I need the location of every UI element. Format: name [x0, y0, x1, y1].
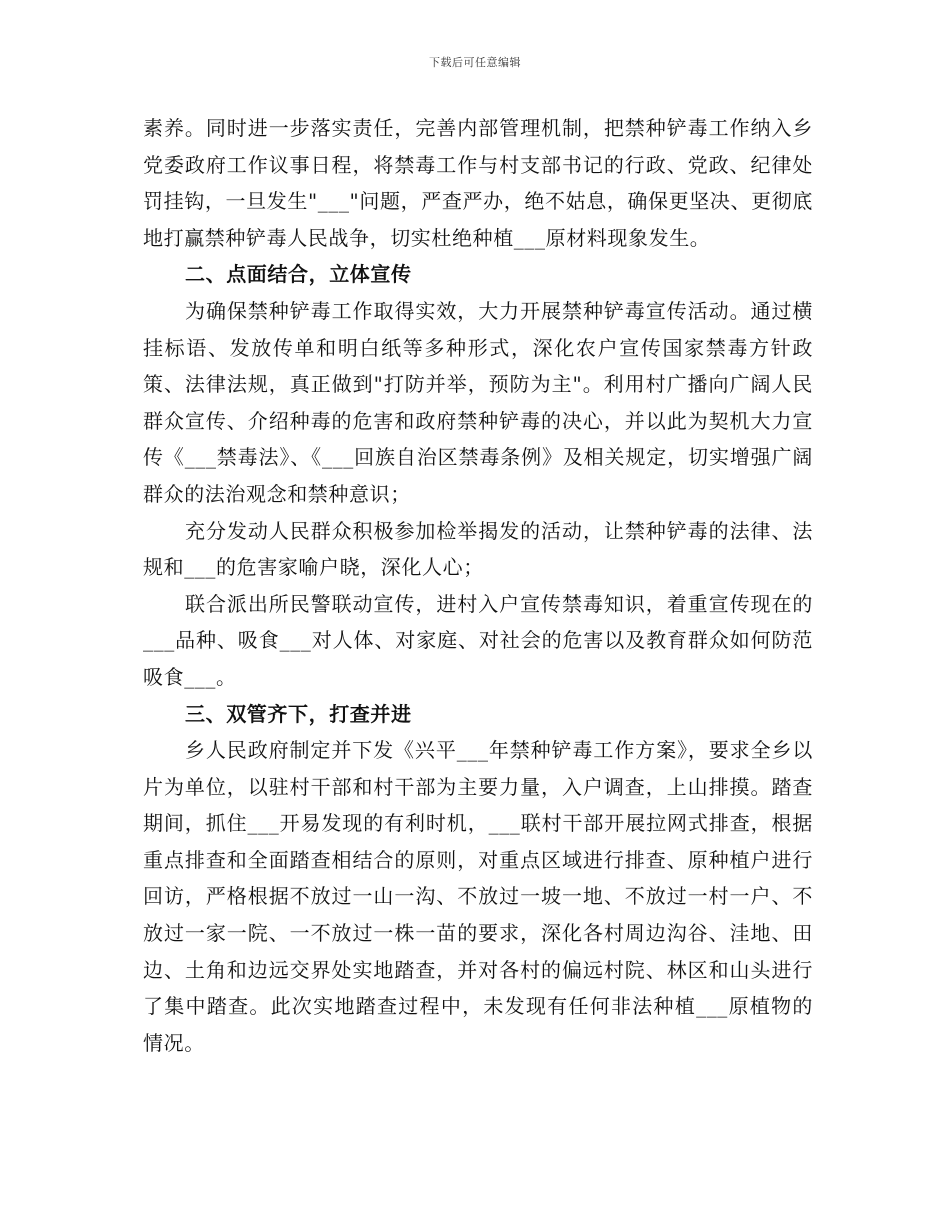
- paragraph-police: 联合派出所民警联动宣传，进村入户宣传禁毒知识，着重宣传现在的___品种、吸食___对人体、对家庭、对社会的危害以及教育群众如何防范吸食___。: [143, 591, 813, 689]
- paragraph-responsibility: 素养。同时进一步落实责任，完善内部管理机制，把禁种铲毒工作纳入乡党委政府工作议事日程，将禁毒工作与村支部书记的行政、党政、纪律处罚挂钩，一旦发生"___"问题，严查严办，绝不姑息，确保更坚决、更彻底地打赢禁种铲毒人民战争，切实杜绝种植___原材料现象发生。: [143, 116, 813, 250]
- page-header: 下载后可任意编辑: [429, 56, 521, 69]
- paragraph-publicity: 为确保禁种铲毒工作取得实效，大力开展禁种铲毒宣传活动。通过横挂标语、发放传单和明白纸等多种形式，深化农户宣传国家禁毒方针政策、法律法规，真正做到"打防并举，预防为主"。利用村广播向广阔人民群众宣传、介绍种毒的危害和政府禁种铲毒的决心，并以此为契机大力宣传《___禁毒法》、《___回族自治区禁毒条例》及相关规定，切实增强广阔群众的法治观念和禁种意识；: [143, 298, 813, 506]
- section-heading-2: 二、点面结合，立体宣传: [185, 262, 412, 287]
- section-heading-3: 三、双管齐下，打查并进: [185, 701, 412, 726]
- document-body: [143, 110, 813, 1061]
- paragraph-mobilize: 充分发动人民群众积极参加检举揭发的活动，让禁种铲毒的法律、法规和___的危害家喻户晓，深化人心；: [143, 518, 813, 580]
- paragraph-investigation: 乡人民政府制定并下发《兴平___年禁种铲毒工作方案》，要求全乡以片为单位，以驻村干部和村干部为主要力量，入户调查，上山排摸。踏查期间，抓住___开易发现的有利时机，___联村干部开展拉网式排查，根据重点排查和全面踏查相结合的原则，对重点区域进行排查、原种植户进行回访，严格根据不放过一山一沟、不放过一坡一地、不放过一村一户、不放过一家一院、一不放过一株一苗的要求，深化各村周边沟谷、洼地、田边、土角和边远交界处实地踏查，并对各村的偏远村院、林区和山头进行了集中踏查。此次实地踏查过程中，未发现有任何非法种植___原植物的情况。: [143, 738, 813, 1055]
